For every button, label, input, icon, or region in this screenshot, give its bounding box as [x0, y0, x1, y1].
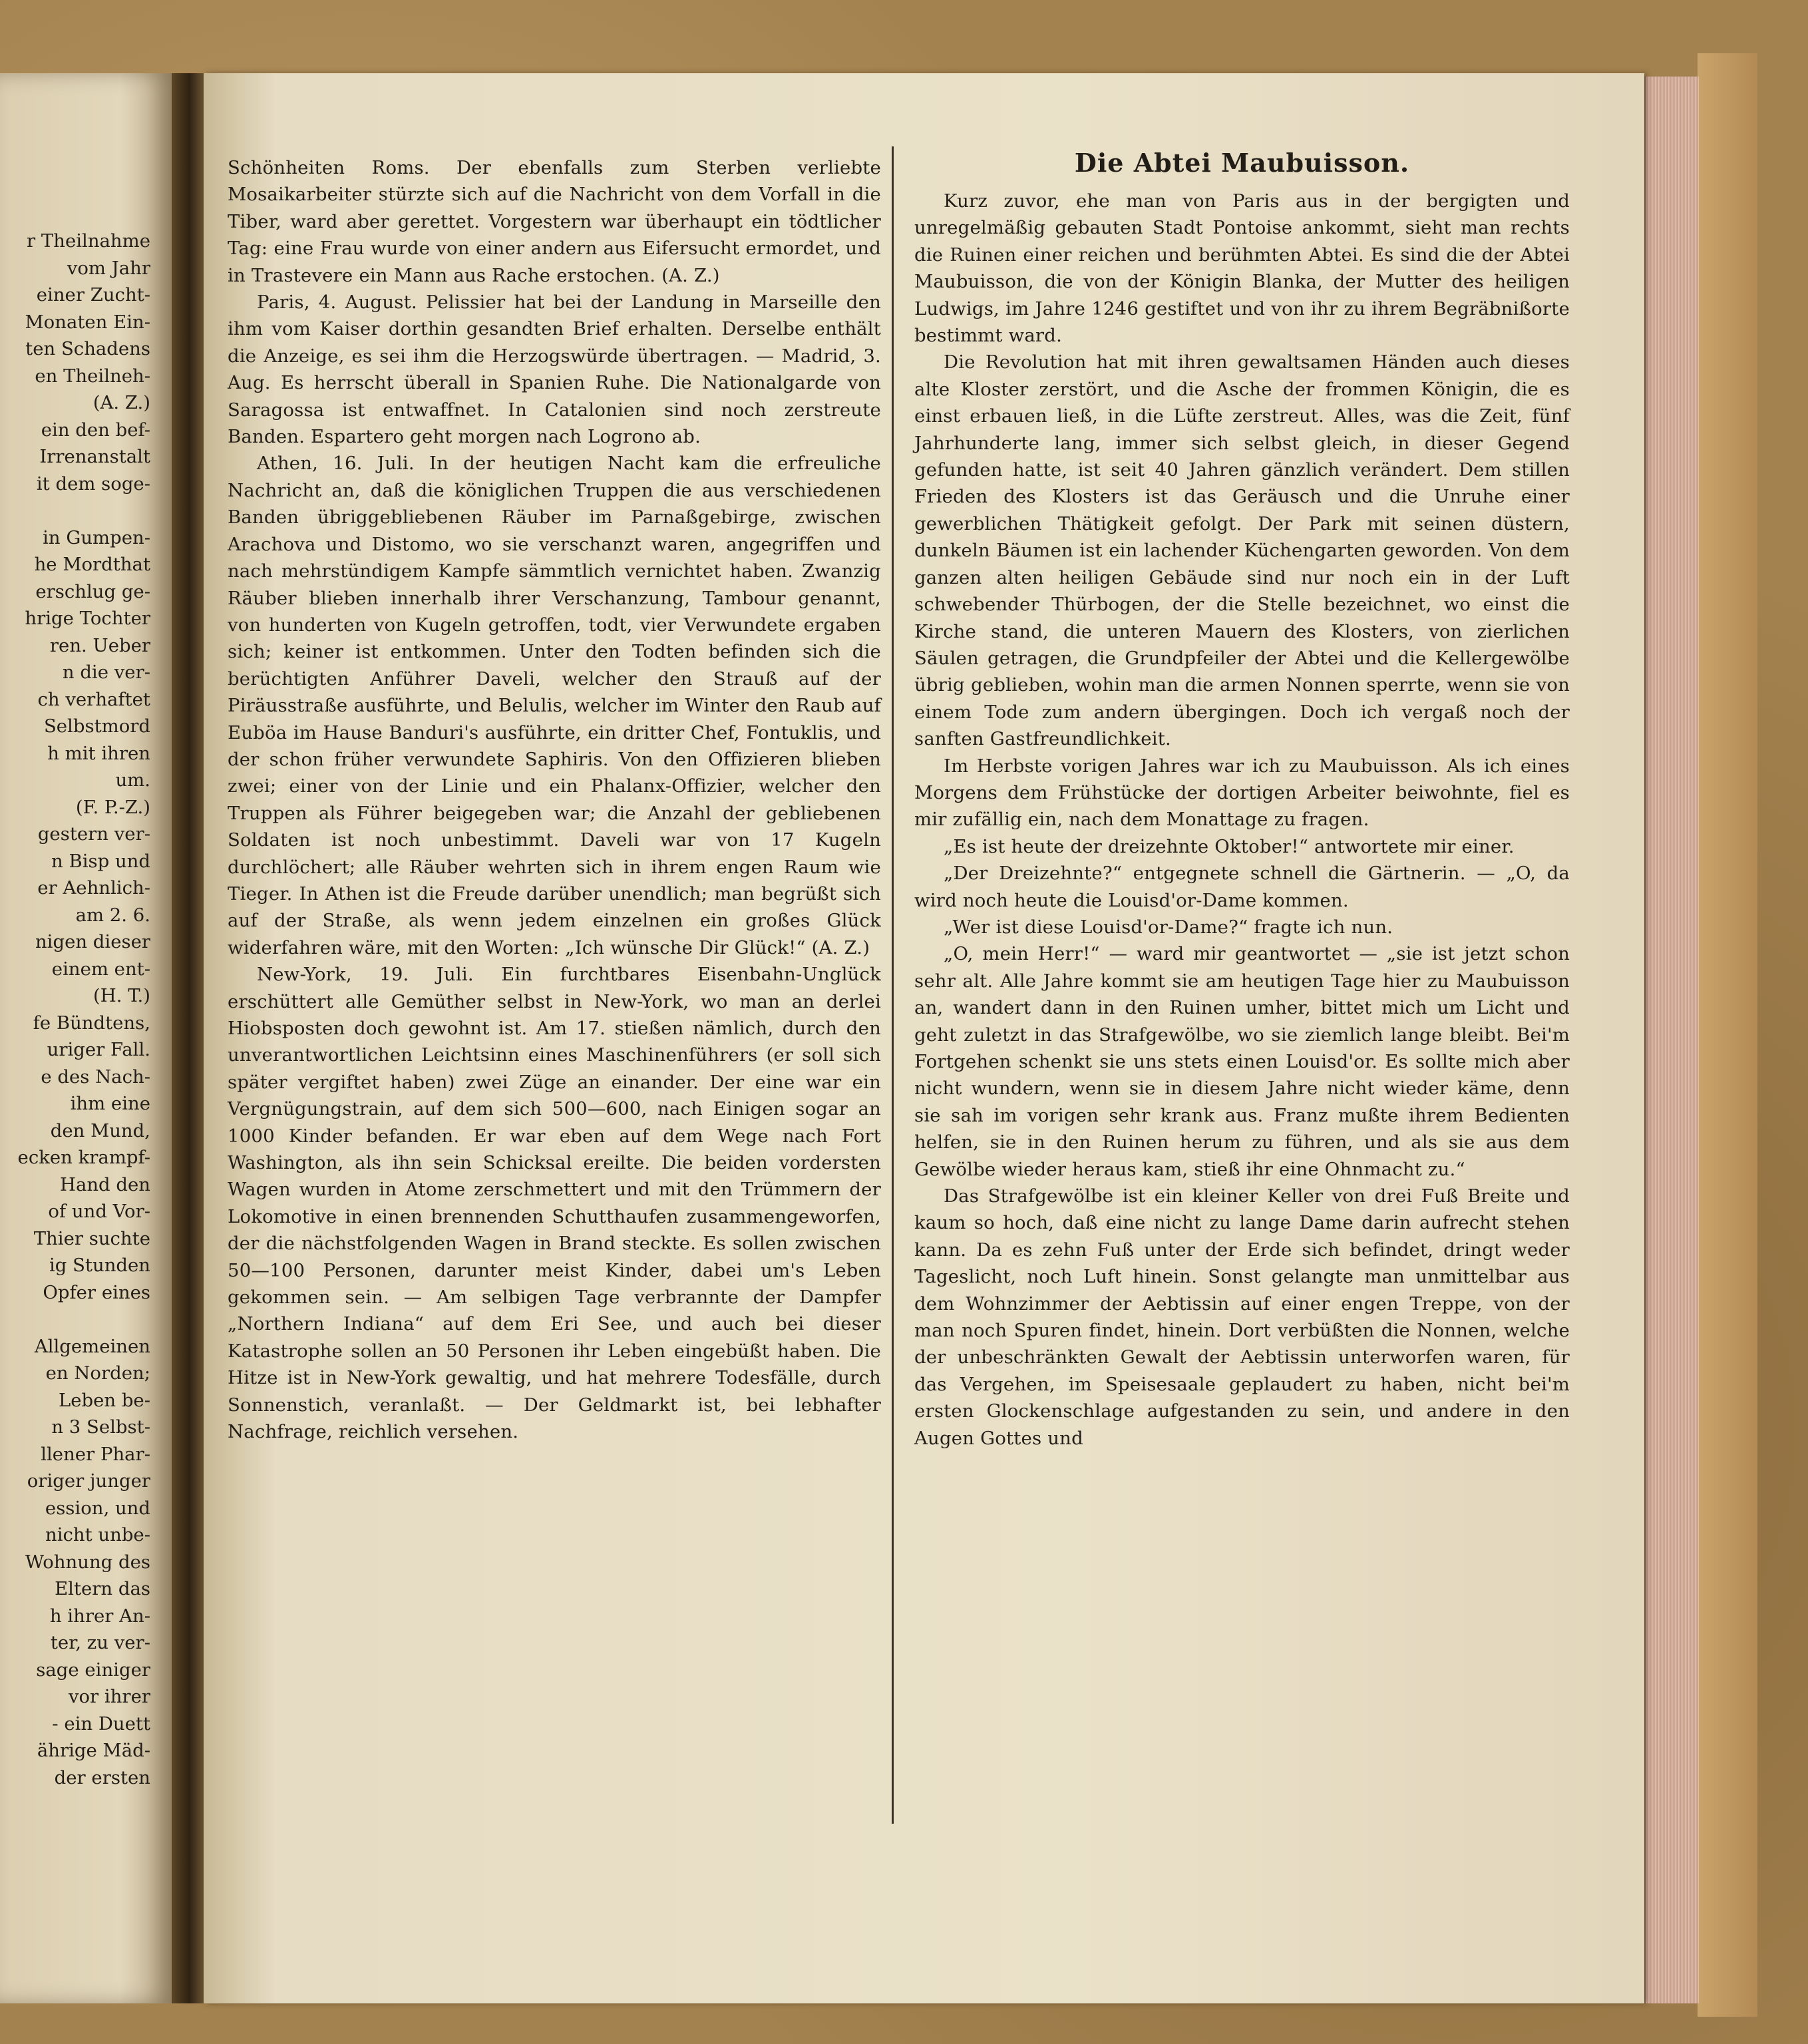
article-column [914, 188, 1570, 1452]
left-page-line: en Theilneh- [35, 365, 150, 387]
article-paragraph: „Der Dreizehnte?“ entgegnete schnell die Gärtnerin. — „O, da wird noch heute die Louisd'or-Dame kommen. [914, 863, 1570, 911]
left-page-line: der ersten [54, 1766, 150, 1788]
left-page-line: sage einiger [36, 1659, 150, 1681]
left-page-line: n 3 Selbst- [51, 1416, 150, 1438]
left-page-line: uriger Fall. [47, 1039, 150, 1060]
left-page-line: nigen dieser [35, 931, 150, 952]
left-page-line: n Bisp und [51, 850, 150, 872]
news-paragraph-rome: Schönheiten Roms. Der ebenfalls zum Sterben verliebte Mosaikarbeiter stürzte sich auf die Nachricht von dem Vorfall in die Tiber, ward aber gerettet. Vorgestern war überhaupt ein tödtlicher Tag: eine Frau wurde von einer andern aus Eifersucht ermordet, und in Trastevere ein Mann aus Rache erstochen. (A. Z.) [228, 157, 881, 286]
left-page-line: (H. T.) [93, 985, 150, 1006]
left-page-line: llener Phar- [41, 1443, 150, 1465]
left-page-line: Opfer eines [43, 1281, 150, 1303]
left-page-line: ten Schadens [25, 338, 150, 359]
left-page-line: (F. P.-Z.) [75, 796, 150, 818]
left-page-line: Allgemeinen [34, 1335, 150, 1357]
left-page-line: fe Bündtens, [33, 1012, 150, 1034]
article-paragraph: Kurz zuvor, ehe man von Paris aus in der bergigten und unregelmäßig gebauten Stadt Pontoise ankommt, sieht man rechts die Ruinen einer reichen und berühmten Abtei. Es sind die der Abtei Maubuisson, die von der Königin Blanka, der Mutter des heiligen Ludwigs, im Jahre 1246 gestiftet und von ihr zu ihrem Begräbnißorte bestimmt ward. [914, 190, 1570, 347]
left-page-line [0, 497, 150, 524]
left-page-line: h ihrer An- [49, 1605, 150, 1627]
left-page-line: ter, zu ver- [50, 1632, 150, 1653]
left-page-line: Selbstmord [43, 715, 150, 737]
left-page-text [0, 228, 150, 1791]
left-page-line: he Mordthat [34, 554, 150, 575]
left-page-line: of und Vor- [48, 1201, 150, 1222]
left-page-line: einem ent- [51, 958, 150, 980]
left-page-line: h mit ihren [47, 742, 150, 764]
book-cover-edge [1698, 53, 1757, 2017]
left-page-line: in Gumpen- [43, 526, 150, 548]
left-page-line: vor ihrer [68, 1686, 150, 1707]
column-divider [892, 146, 894, 1824]
news-paragraph-paris: Paris, 4. August. Pelissier hat bei der Landung in Marseille den ihm vom Kaiser dorthin gesandten Brief erhalten. Derselbe enthält die Anzeige, es sei ihm die Herzogswürde übertragen. — Madrid, 3. Aug. Es herrscht überall in Spanien Ruhe. Die Nationalgarde von Saragossa ist entwaffnet. In Catalonien sind noch zerstreute Banden. Espartero geht morgen nach Logrono ab. [228, 292, 881, 448]
left-page-line: ein den bef- [41, 419, 150, 441]
left-page-line: er Aehnlich- [37, 877, 150, 899]
left-page-line: erschlug ge- [35, 580, 150, 602]
article-paragraph: Das Strafgewölbe ist ein kleiner Keller von drei Fuß Breite und kaum so hoch, daß eine nicht zu lange Dame darin aufrecht stehen kann. Da es zehn Fuß unter der Erde sich befindet, dringt weder Tageslicht, noch Luft hinein. Sonst gelangte man unmittelbar aus dem Wohnzimmer der Aebtissin auf einer engen Treppe, von der man noch Spuren findet, hinein. Dort verbüßten die Nonnen, welche der unbeschränkten Gewalt der Aebtissin unterworfen waren, für das Vergehen, im Speisesaale geplaudert zu haben, nicht bei'm ersten Glockenschlage aufgestanden zu sein, und andere in den Augen Gottes und [914, 1185, 1570, 1449]
page-edges [1644, 77, 1699, 2003]
article-paragraph: Die Revolution hat mit ihren gewaltsamen Händen auch dieses alte Kloster zerstört, und die Asche der frommen Königin, die es einst erbauen ließ, in die Lüfte zerstreut. Alles, was die Zeit, fünf Jahrhunderte lang, immer sich selbst gleich, in dieser Gegend gefunden hatte, ist seit 40 Jahren gänzlich verändert. Dem stillen Frieden des Klosters ist das Geräusch und die Unruhe einer gewerblichen Thätigkeit gefolgt. Der Park mit seinen düstern, dunkeln Bäumen ist ein lachender Küchengarten geworden. Von dem ganzen alten heiligen Gebäude sind nur noch ein in der Luft schwebender Thürbogen, der die Stelle bezeichnet, wo einst die Kirche stand, die unteren Mauern des Klosters, von zierlichen Säulen getragen, die Grundpfeiler der Abtei und die Kellergewölbe übrig geblieben, wohin man die armen Nonnen sperrte, wenn sie von einem Tode zum andern übergingen. Doch ich vergaß noch der sanften Gastfreundlichkeit. [914, 351, 1570, 750]
news-paragraph-newyork: New-York, 19. Juli. Ein furchtbares Eisenbahn-Unglück erschüttert alle Gemüther selbst in New-York, wo man an derlei Hiobsposten doch gewohnt ist. Am 17. stießen nämlich, durch den unverantwortlichen Leichtsinn eines Maschinenführers (er soll sich später vergiftet haben) zwei Züge an einander. Der eine war ein Vergnügungstrain, auf dem sich 500—600, nach Einigen sogar an 1000 Kinder befanden. Er war eben auf dem Wege nach Fort Washington, als ihn sein Schicksal ereilte. Die beiden vordersten Wagen wurden in Atome zerschmettert und mit den Trümmern der Lokomotive in einen brennenden Schutthaufen zusammengeworfen, der die nächstfolgenden Wagen in Brand steckte. Es sollen zwischen 50—100 Personen, darunter meist Kinder, dabei um's Leben gekommen sein. — Am selbigen Tage verbrannte der Dampfer „Northern Indiana“ auf dem Eri See, und auch bei dieser Katastrophe sollen an 50 Personen ihr Leben eingebüßt haben. Die Hitze ist in New-York gewaltig, und hat mehrere Todesfälle, durch Sonnenstich, veranlaßt. — Der Geldmarkt ist, bei lebhafter Nachfrage, reichlich versehen. [228, 964, 881, 1443]
left-page-line: r Theilnahme [27, 230, 150, 252]
news-column [228, 154, 881, 1446]
left-page-line: ihm eine [70, 1093, 150, 1114]
left-page-line: hrige Tochter [25, 608, 150, 629]
left-page-line: en Norden; [45, 1362, 150, 1384]
left-page-line: nicht unbe- [45, 1524, 150, 1545]
book-gutter [172, 73, 204, 2003]
left-page-line: Wohnung des [25, 1551, 150, 1573]
article-paragraph: „Es ist heute der dreizehnte Oktober!“ antwortete mir einer. [944, 835, 1515, 857]
left-page-line: Eltern das [55, 1578, 150, 1599]
article-paragraph: Im Herbste vorigen Jahres war ich zu Maubuisson. Als ich eines Morgens dem Frühstücke der dortigen Arbeiter beiwohnte, fiel es mir zufällig ein, nach dem Monattage zu fragen. [914, 755, 1570, 831]
left-page [0, 73, 172, 2003]
left-page-line: it dem soge- [36, 473, 150, 495]
news-paragraph-athens: Athen, 16. Juli. In der heutigen Nacht kam die erfreuliche Nachricht an, daß die königlichen Truppen die aus verschiedenen Banden übriggebliebenen Räuber im Parnaßgebirge, zwischen Arachova und Distomo, wo sie verschanzt waren, angegriffen und nach mehrstündigem Kampfe sämmtlich vernichtet haben. Zwanzig Räuber blieben innerhalb ihrer Verschanzung, Tambour genannt, von hunderten von Kugeln getroffen, todt, vier Verwundete ergaben sich; keiner ist entkommen. Unter den Todten befinden sich die berüchtigten Anführer Daveli, welcher den Strauß auf der Piräusstraße ausführte, und Belulis, welcher im Winter den Raub auf Euböa im Hause Banduri's ausführte, ein dritter Chef, Fontuklis, und der schon früher verwundete Saphiris. Von den Offizieren blieben zwei; einer von der Linie und ein Phalanx-Offizier, welcher den Truppen als Führer beigegeben war; die Anzahl der gebliebenen Soldaten ist noch unbestimmt. Daveli war von 17 Kugeln durchlöchert; alle Räuber wehrten sich in ihrem engen Raum wie Tieger. In Athen ist die Freude darüber unendlich; man begrüßt sich auf der Straße, als wenn jedem einzelnen ein großes Glück widerfahren wäre, mit den Worten: „Ich wünsche Dir Glück!“ (A. Z.) [228, 453, 881, 958]
left-page-line: (A. Z.) [92, 392, 150, 413]
article-title: Die Abtei Maubuisson. [1074, 148, 1410, 178]
left-page-line: - ein Duett [52, 1713, 150, 1735]
left-page-line: Hand den [59, 1173, 150, 1195]
left-page-line: origer junger [27, 1470, 150, 1492]
left-page-line: Irrenanstalt [39, 446, 150, 467]
left-page-line: ren. Ueber [49, 634, 150, 656]
left-page-line: gestern ver- [37, 823, 150, 845]
left-page-line: ch verhaftet [37, 688, 150, 710]
left-page-line: am 2. 6. [75, 904, 150, 926]
left-page-line: e des Nach- [41, 1066, 150, 1088]
left-page-line: Thier suchte [33, 1227, 150, 1249]
article-paragraph: „O, mein Herr!“ — ward mir geantwortet — „sie ist jetzt schon sehr alt. Alle Jahre kommt sie am heutigen Tage hier zu Maubuisson an, wandert dann in den Ruinen umher, bittet mich um Licht und geht zuletzt in das Strafgewölbe, wo sie ziemlich lange bleibt. Bei'm Fortgehen schenkt sie uns stets einen Louisd'or. Es sollte mich aber nicht wundern, wenn sie in diesem Jahre nicht wieder käme, denn sie sah im vorigen sehr krank aus. Franz mußte ihrem Bedienten helfen, sie in den Ruinen herum zu führen, und als sie aus dem Gewölbe wieder heraus kam, stieß ihr eine Ohnmacht zu.“ [914, 943, 1570, 1180]
left-page-line: Leben be- [58, 1389, 150, 1411]
left-page-line: n die ver- [62, 662, 150, 683]
left-page-line: ährige Mäd- [37, 1740, 150, 1761]
left-page-line: den Mund, [50, 1120, 150, 1141]
left-page-line: einer Zucht- [36, 284, 150, 306]
left-page-line [0, 1306, 150, 1333]
left-page-line: ecken krampf- [17, 1147, 150, 1168]
left-page-line: um. [115, 769, 150, 791]
left-page-line: ession, und [45, 1497, 150, 1519]
left-page-line: Monaten Ein- [25, 311, 150, 333]
left-page-line: ig Stunden [49, 1255, 150, 1276]
left-page-line: vom Jahr [67, 257, 150, 279]
article-paragraph: „Wer ist diese Louisd'or-Dame?“ fragte ich nun. [944, 916, 1393, 938]
